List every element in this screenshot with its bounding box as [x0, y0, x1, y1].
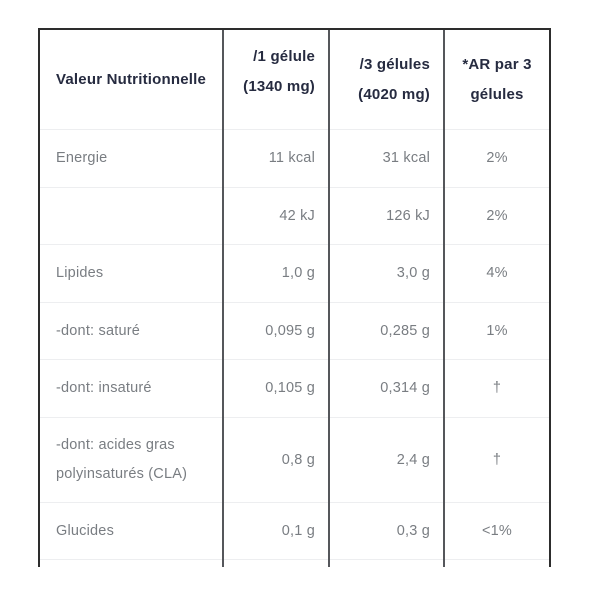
- value-per-1-gelule: 0,1 g: [281, 522, 315, 539]
- value-per-1-gelule: 1,0 g: [281, 265, 315, 281]
- row-label: Lipides: [56, 265, 104, 281]
- header-ar: [445, 30, 549, 129]
- value-per-1-gelule: 11 kcal: [268, 150, 315, 166]
- ar-value: <1%: [481, 522, 513, 539]
- header-per-1-line1: /1 gélule: [253, 47, 315, 65]
- header-ar-line2: gélules: [470, 85, 524, 103]
- table-row: [40, 359, 549, 417]
- ar-value: 2%: [486, 207, 508, 224]
- clipped-row: [40, 559, 549, 567]
- row-label: Glucides: [56, 522, 115, 539]
- table-row: [40, 502, 549, 559]
- ar-value: 4%: [486, 265, 508, 281]
- row-label: -dont: saturé: [56, 322, 141, 339]
- value-per-1-gelule: 0,105 g: [265, 380, 315, 396]
- header-per-3-line2: (4020 mg): [358, 85, 430, 103]
- row-label: Energie: [56, 150, 108, 166]
- ar-value: †: [492, 451, 502, 468]
- row-label: -dont: acides gras polyinsaturés (CLA): [56, 437, 188, 482]
- header-ar-line1: *AR par 3: [462, 55, 532, 73]
- table-row: [40, 302, 549, 359]
- value-per-1-gelule: 0,8 g: [281, 451, 315, 468]
- ar-value: 1%: [486, 322, 508, 339]
- ar-value: 2%: [486, 150, 508, 166]
- value-per-3-gelules: 0,3 g: [396, 522, 430, 539]
- table-row: [40, 129, 549, 187]
- value-per-3-gelules: 2,4 g: [396, 451, 430, 468]
- header-row: [40, 30, 549, 129]
- row-label: -dont: insaturé: [56, 380, 152, 396]
- value-per-3-gelules: 0,314 g: [380, 380, 430, 396]
- column-separator: [222, 30, 224, 567]
- table-row: [40, 187, 549, 244]
- value-per-3-gelules: 3,0 g: [396, 265, 430, 281]
- value-per-1-gelule: 0,095 g: [265, 322, 315, 339]
- table-row: [40, 244, 549, 302]
- header-nutrition-label: Valeur Nutritionnelle: [56, 70, 207, 88]
- column-separator: [443, 30, 445, 567]
- column-separator: [328, 30, 330, 567]
- header-per-3-gelules: [330, 30, 445, 129]
- row-label: [40, 188, 224, 244]
- value-per-1-gelule: 42 kJ: [279, 207, 315, 224]
- nutrition-table: [38, 28, 551, 567]
- ar-value: †: [492, 380, 502, 396]
- header-per-3-line1: /3 gélules: [359, 55, 430, 73]
- value-per-3-gelules: 0,285 g: [380, 322, 430, 339]
- header-per-1-gelule: [224, 30, 330, 129]
- header-per-1-line2: (1340 mg): [243, 77, 315, 95]
- table-row: [40, 417, 549, 502]
- value-per-3-gelules: 31 kcal: [382, 150, 430, 166]
- value-per-3-gelules: 126 kJ: [386, 207, 430, 224]
